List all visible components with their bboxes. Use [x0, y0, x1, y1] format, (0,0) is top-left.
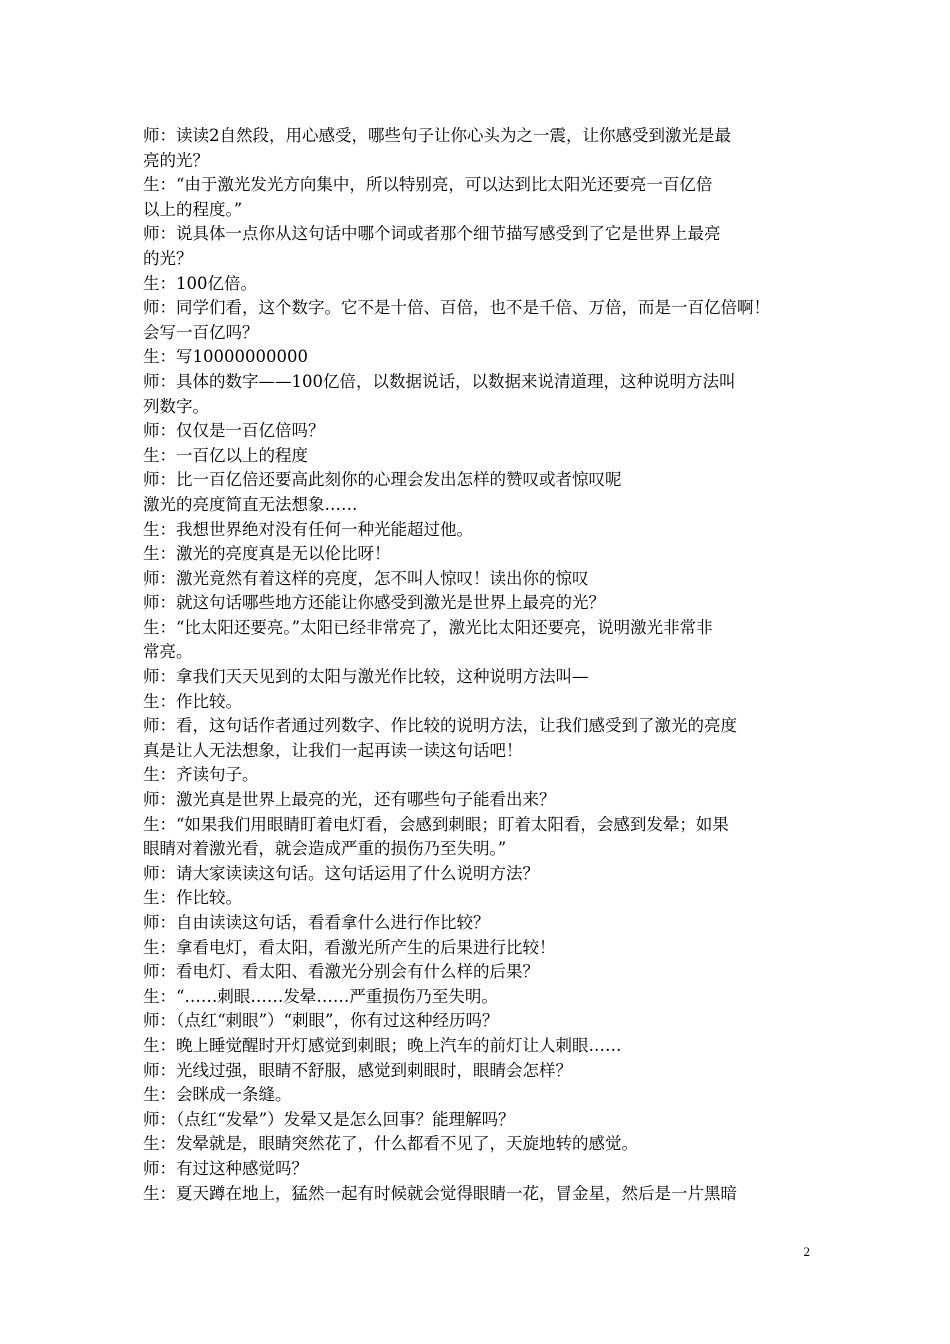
text-line: 师：说具体一点你从这句话中哪个词或者那个细节描写感受到了它是世界上最亮: [143, 224, 721, 244]
text-line: 会写一百亿吗？: [143, 322, 259, 342]
text-line: 师：激光竟然有着这样的亮度，怎不叫人惊叹！读出你的惊叹: [143, 568, 589, 588]
text-line: 生：会眯成一条缝。: [143, 1085, 292, 1105]
text-line: 师：（点红“发晕”）发晕又是怎么回事？能理解吗？: [143, 1109, 515, 1129]
text-line: 生：“……刺眼……发晕……严重损伤乃至失明。: [143, 986, 498, 1006]
text-line: 师：比一百亿倍还要高此刻你的心理会发出怎样的赞叹或者惊叹呢: [143, 470, 622, 490]
text-line: 师：就这句话哪些地方还能让你感受到激光是世界上最亮的光？: [143, 593, 605, 613]
text-line: 常亮。: [143, 642, 193, 662]
text-line: 生：写10000000000: [143, 347, 308, 367]
text-line: 生：“由于激光发光方向集中，所以特别亮，可以达到比太阳光还要亮一百亿倍: [143, 175, 713, 195]
text-line: 师：读读2自然段，用心感受，哪些句子让你心头为之一震，让你感受到激光是最: [143, 126, 731, 145]
text-line: 师：具体的数字——100亿倍，以数据说话，以数据来说清道理，这种说明方法叫: [143, 371, 736, 391]
text-line: 师：同学们看，这个数字。它不是十倍、百倍，也不是千倍、万倍，而是一百亿倍啊！: [143, 298, 770, 318]
text-line: 师：仅仅是一百亿倍吗？: [143, 421, 325, 441]
text-line: 以上的程度。”: [143, 199, 243, 219]
text-line: 生：100亿倍。: [143, 273, 257, 293]
text-line: 师：拿我们天天见到的太阳与激光作比较，这种说明方法叫—: [143, 667, 589, 687]
text-line: 列数字。: [143, 396, 209, 416]
dialogue-text: [143, 124, 811, 1206]
text-line: 生：我想世界绝对没有任何一种光能超过他。: [143, 519, 473, 539]
text-line: 师：自由读读这句话，看看拿什么进行作比较？: [143, 913, 490, 932]
text-line: 的光？: [143, 248, 193, 268]
text-line: 师：看电灯、看太阳、看激光分别会有什么样的后果？: [143, 962, 539, 982]
text-line: 师：激光真是世界上最亮的光，还有哪些句子能看出来？: [143, 790, 556, 810]
text-line: 生：“比太阳还要亮。”太阳已经非常亮了，激光比太阳还要亮，说明激光非常非: [143, 617, 713, 637]
text-line: 生：“如果我们用眼睛盯着电灯看，会感到刺眼；盯着太阳看，会感到发晕；如果: [143, 814, 729, 834]
text-line: 生：一百亿以上的程度: [143, 445, 308, 465]
text-line: 师：看，这句话作者通过列数字、作比较的说明方法，让我们感受到了激光的亮度: [143, 716, 737, 736]
text-line: 师：（点红“刺眼”）“刺眼”，你有过这种经历吗？: [143, 1011, 499, 1031]
text-line: 生：激光的亮度真是无以伦比呀！: [143, 544, 391, 564]
page-number: 2: [803, 1244, 810, 1259]
text-line: 生：作比较。: [143, 691, 242, 711]
text-line: 生：夏天蹲在地上，猛然一起有时候就会觉得眼睛一花，冒金星，然后是一片黑暗: [143, 1183, 737, 1203]
text-line: 生：齐读句子。: [143, 765, 259, 785]
text-line: 师：有过这种感觉吗？: [143, 1158, 308, 1178]
text-line: 生：发晕就是，眼睛突然花了，什么都看不见了，天旋地转的感觉。: [143, 1134, 638, 1154]
text-line: 激光的亮度简直无法想象……: [143, 494, 358, 514]
text-line: 真是让人无法想象，让我们一起再读一读这句话吧！: [143, 740, 523, 760]
text-line: 生：晚上睡觉醒时开灯感觉到刺眼；晚上汽车的前灯让人刺眼……: [143, 1035, 622, 1055]
text-line: 生：拿看电灯，看太阳，看激光所产生的后果进行比较！: [143, 937, 556, 957]
text-line: 亮的光？: [143, 150, 209, 170]
text-line: 师：请大家读读这句话。这句话运用了什么说明方法？: [143, 863, 539, 883]
text-line: 眼睛对着激光看，就会造成严重的损伤乃至失明。”: [143, 839, 507, 859]
text-line: 生：作比较。: [143, 888, 242, 908]
text-line: 师：光线过强，眼睛不舒服，感觉到刺眼时，眼睛会怎样？: [143, 1060, 572, 1080]
